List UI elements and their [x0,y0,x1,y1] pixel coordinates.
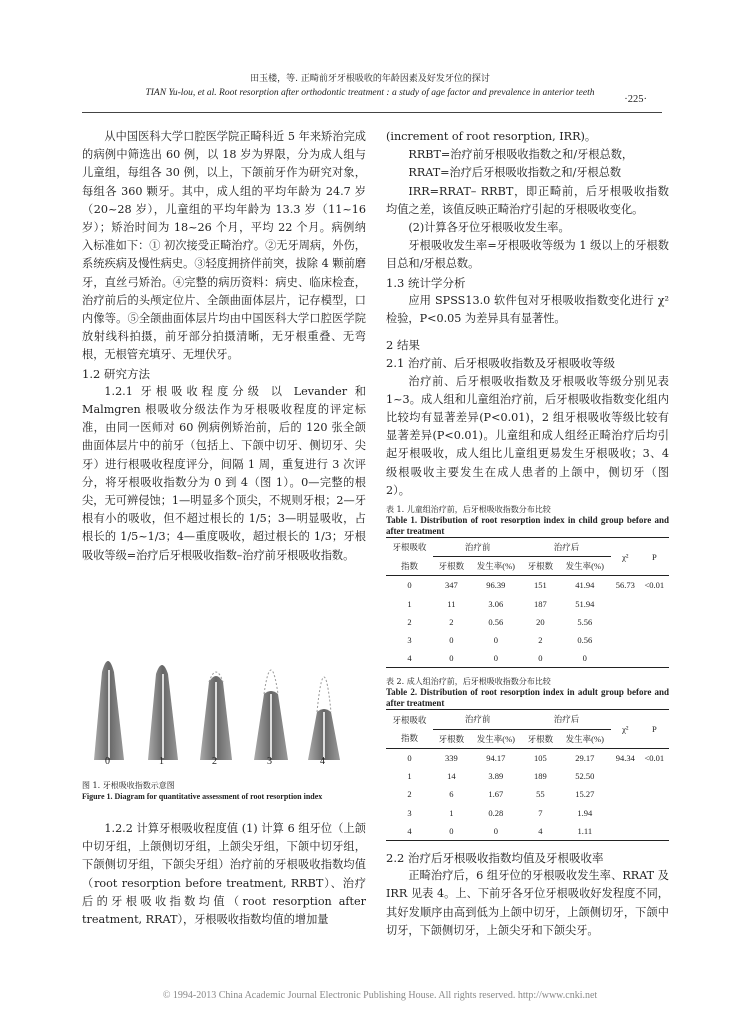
table-cell: 105 [522,748,559,767]
table-cell: 3 [407,807,412,818]
paragraph-1-2-2: 1.2.2 计算牙根吸收程度值 (1) 计算 6 组牙位（上颌中切牙组，上颌侧切牙组，上颌尖牙组，下颌中切牙组，下颌侧切牙组，下颌尖牙组）治疗前的牙根吸收指数均值（root resorption before treatment, RRBT）、治疗后的牙根吸收指数均值（root resorption after treatment, RRAT），牙根吸收指数均值的增加量 [82,822,366,927]
heading-1-2: 1.2 研究方法 [82,366,150,381]
table-cell: 1 [407,598,412,609]
table-cell: 0 [386,748,433,767]
table-header-chi: χ² [611,538,640,576]
table-cell: 347 [433,576,470,595]
table-header-index-2: 指数 [401,733,419,744]
fig-label-4: 4 [320,756,325,767]
table-cell: 4 [522,822,559,841]
table-cell: 5.56 [577,616,593,627]
header-rule [82,112,662,113]
table-cell: 2 [407,616,412,627]
figure-caption-zh: 图 1. 牙根吸收指数示意图 [82,781,175,790]
figure-caption-en: Figure 1. Diagram for quantitative assessment of root resorption index [82,792,323,801]
table-cell: 2 [407,789,412,800]
fig-label-3: 3 [267,756,272,767]
paragraph-2-2: 正畸治疗后，6 组牙位的牙根吸收发生率、RRAT 及 IRR 见表 4。上、下前牙各牙位牙根吸收好发程度不同，其好发顺序由高到低为上颌中切牙，上颌侧切牙，下颌中切牙，下颌侧切牙，上颌尖牙和下颌尖牙。 [386,869,669,937]
table-1 [386,504,669,668]
table-row [386,649,669,668]
table-header-count: 牙根数 [438,561,465,572]
table-cell [640,631,669,649]
table-1-caption-zh: 表 1. 儿童组治疗前，后牙根吸收指数分布比较 [386,505,551,515]
table-cell: 1.11 [559,822,611,841]
table-cell: 2 [449,616,454,627]
table-header-p: P [640,710,669,748]
table-cell [611,804,640,822]
formula-rrbt: RRBT=治疗前牙根吸收指数之和/牙根总数， [408,148,634,162]
table-cell [611,822,640,841]
table-cell: 14 [447,771,456,782]
right-column [386,128,669,940]
table-1-caption-en: Table 1. Distribution of root resorption index in child group before and after treatment [386,515,669,537]
table-cell [611,595,640,613]
table-cell [611,649,640,668]
table-row [386,631,669,649]
table-cell: 3.89 [488,771,504,782]
table-cell: 0 [522,649,559,668]
fig-label-2: 2 [212,756,217,767]
table-cell: 94.34 [611,748,640,767]
left-column [82,128,366,565]
table-cell: 20 [536,616,545,627]
table-2 [386,676,669,840]
table-cell: 151 [522,576,559,595]
table-header-p: P [640,538,669,576]
formula-rrat: RRAT=治疗后牙根吸收指数之和/牙根总数 [408,166,622,180]
table-header-count: 牙根数 [527,733,554,744]
table-row [386,748,669,767]
table-cell: 52.50 [575,771,595,782]
table-cell: 1.94 [577,807,593,818]
paragraph-step-2: (2)计算各牙位牙根吸收发生率。 [408,221,570,235]
table-header-index-2: 指数 [401,561,419,572]
table-cell: 1 [449,807,454,818]
formula-incidence: 牙根吸收发生率=牙根吸收等级为 1 级以上的牙根数目总和/牙根总数。 [386,239,669,271]
table-cell: 0.56 [488,616,504,627]
table-row [386,804,669,822]
table-cell: 0 [433,649,470,668]
heading-1-3: 1.3 统计学分析 [386,275,466,290]
table-2-grid [386,709,669,840]
table-2-caption-en: Table 2. Distribution of root resorption index in adult group before and after treatment [386,687,669,709]
paragraph-statistics: 应用 SPSS13.0 软件包对牙根吸收指数变化进行 χ² 检验，P<0.05 为差异具有显著性。 [386,293,669,326]
table-1-grid [386,537,669,668]
table-cell [640,804,669,822]
table-row [386,785,669,803]
table-cell [611,613,640,631]
table-header-chi: χ² [611,710,640,748]
table-cell: 56.73 [611,576,640,595]
table-cell [640,649,669,668]
table-row [386,613,669,631]
heading-2: 2 结果 [386,338,420,353]
table-header-rate: 发生率(%) [565,733,604,744]
paragraph-subjects: 从中国医科大学口腔医学院正畸科近 5 年来矫治完成的病例中筛选出 60 例，以 18 岁为界限，分为成人组与儿童组，每组各 30 例，以上，下颌前牙作为研究对象，每组各 360 颗牙。其中，成人组的平均年龄为 24.7 岁（20~28 岁），儿童组的平均年龄为 13.3 岁（11~16 岁）；矫治时间为 18~26 个月，平均 22 个月。病例纳入标准如下：① 初次接受正畸治疗。②无牙周病，外伤，系统疾病及慢性病史。③轻度拥挤伴前突，拔除 4 颗前磨牙，直丝弓矫治。④完整的病历资料：病史、临床检查，治疗前后的头颅定位片、全颌曲面体层片，记存模型，口内像等。⑤全颌曲面体层片均由中国医科大学口腔医学院放射线科拍摄，前牙部分拍摄清晰，无牙根重叠、无弯根，无根管充填牙、无埋伏牙。 [82,130,366,362]
table-cell: 0.56 [577,635,593,646]
table-cell: 0 [559,649,611,668]
table-2-caption-zh: 表 2. 成人组治疗前，后牙根吸收指数分布比较 [386,677,551,687]
table-cell: 4 [386,822,433,841]
left-column-bottom [82,820,366,929]
table-header-before: 治疗前 [433,538,522,557]
table-cell: 1.67 [488,789,504,800]
table-cell: 15.27 [575,789,595,800]
table-cell: <0.01 [640,748,669,767]
table-row [386,767,669,785]
table-cell: 94.17 [470,748,522,767]
paragraph-1-2-1: 1.2.1 牙根吸收程度分级 以 Levander 和 Malmgren 根吸收分级法作为牙根吸收程度的评定标准，由同一医师对 60 例病例矫治前，后的 120 张全颌曲面体层片中的前牙（包括上、下颌中切牙、侧切牙、尖牙）进行根吸收程度评分，间隔 1 周，重复进行 3 次评分，将牙根吸收指数分为 0 到 4（图 1）。0—完整的根尖，无可辨侵蚀；1—明显多个顶尖，不规则牙根；2—牙根有小的吸收，但不超过根长的 1/5；3—明显吸收，占根长的 1/5~1/3；4—重度吸收，超过根长的 1/3；牙根吸收等级=治疗后牙根吸收指数–治疗前牙根吸收指数。 [82,384,366,562]
table-cell: 2 [538,635,543,646]
table-cell: 3.06 [488,598,504,609]
table-cell: 0 [470,649,522,668]
figure-1-diagram [82,632,366,772]
header-title-zh: 田玉楼，等. 正畸前牙牙根吸收的年龄因素及好发牙位的探讨 [250,74,490,84]
paragraph-2-1: 治疗前、后牙根吸收指数及牙根吸收等级分别见表 1~3。成人组和儿童组治疗前，后牙根吸收指数变化组内比较均有显著差异(P<0.01)，2 组牙根吸收等级比较有显著差异(P<0.01)。儿童组和成人组经正畸治疗后均引起牙根吸收，成人组比儿童组更易发生牙根吸收；3、4 级根吸收主要发生在成人患者的上颌中，侧切牙（图 2）。 [386,374,669,497]
table-header-count: 牙根数 [438,733,465,744]
table-cell [611,767,640,785]
table-cell: 0 [449,635,454,646]
table-header-after: 治疗后 [522,710,611,729]
table-header-after: 治疗后 [522,538,611,557]
table-cell [611,631,640,649]
table-cell: 7 [538,807,543,818]
table-cell [640,822,669,841]
table-header-index: 牙根吸收 [386,538,433,557]
formula-irr: IRR=RRAT– RRBT，即正畸前，后牙根吸收指数均值之差，该值反映正畸治疗引起的牙根吸收变化。 [386,184,669,216]
copyright-footer: © 1994-2013 China Academic Journal Electronic Publishing House. All rights reserved. http://www.cnki.net [162,990,598,1001]
table-cell: 0 [433,822,470,841]
paragraph-irr: (increment of root resorption, IRR)。 [386,130,597,143]
table-row [386,595,669,613]
table-header-rate: 发生率(%) [476,733,515,744]
table-cell: 339 [433,748,470,767]
table-cell: 29.17 [559,748,611,767]
table-cell [640,595,669,613]
table-cell: <0.01 [640,576,669,595]
table-header-rate: 发生率(%) [565,561,604,572]
table-cell: 0 [386,576,433,595]
table-cell: 6 [449,789,454,800]
table-cell: 0.28 [488,807,504,818]
table-cell: 1 [407,771,412,782]
heading-2-1: 2.1 治疗前、后牙根吸收指数及牙根吸收等级 [386,356,615,371]
table-row [386,822,669,841]
heading-2-2: 2.2 治疗后牙根吸收指数均值及牙根吸收率 [386,850,604,865]
table-header-rate: 发生率(%) [476,561,515,572]
fig-label-1: 1 [159,756,164,767]
figure-1-caption [82,780,372,802]
header-title-en: TIAN Yu-lou, et al. Root resorption after orthodontic treatment : a study of age factor and prevalence in anterior teeth [145,88,595,98]
table-cell: 41.94 [559,576,611,595]
table-cell [611,785,640,803]
running-header [110,72,630,100]
table-cell [640,785,669,803]
page-number: ·225· [624,94,647,105]
table-cell: 4 [386,649,433,668]
table-cell: 3 [407,635,412,646]
table-header-before: 治疗前 [433,710,522,729]
table-cell: 51.94 [575,598,595,609]
fig-label-0: 0 [105,756,110,767]
table-cell: 0 [493,635,498,646]
table-header-count: 牙根数 [527,561,554,572]
table-cell [640,613,669,631]
table-cell: 189 [533,771,547,782]
table-row [386,576,669,595]
table-cell: 187 [533,598,547,609]
table-cell [640,767,669,785]
table-cell: 11 [447,598,456,609]
table-cell: 96.39 [470,576,522,595]
table-cell: 55 [536,789,545,800]
table-header-index: 牙根吸收 [386,710,433,729]
table-cell: 0 [470,822,522,841]
